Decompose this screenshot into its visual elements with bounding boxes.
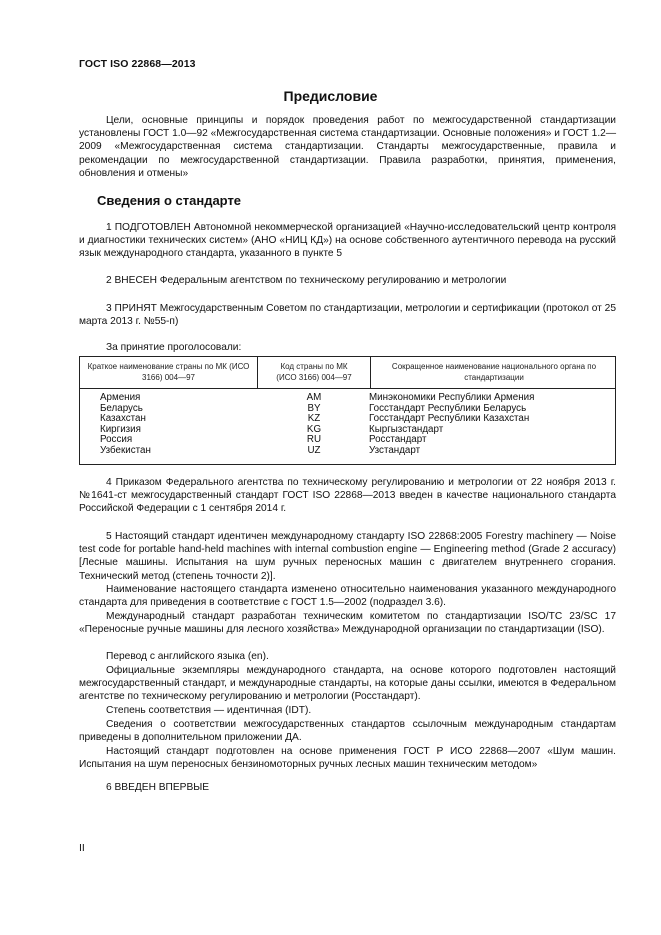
paragraph-5-basis: Настоящий стандарт подготовлен на основе применения ГОСТ Р ИСО 22868—2007 «Шум машин. Испытания на шум переносных бензиномоторных ручных лесных машин техническим методом» xyxy=(79,746,616,771)
table-cell-body: Кыргызстандарт xyxy=(369,423,444,435)
country-list xyxy=(100,393,151,457)
paragraph-4: 4 Приказом Федерального агентства по техническому регулированию и метрологии от 22 ноября 2013 г. №1641-ст межгосударственный стандарт ГОСТ ISO 22868—2013 введен в качестве национального стандарта Российской Федерации с 1 сентября 2014 г. xyxy=(79,477,616,515)
page-number: II xyxy=(79,842,85,854)
table-cell-country: Узбекистан xyxy=(100,444,151,456)
voting-table xyxy=(79,356,616,465)
table-cell-code: BY xyxy=(307,402,321,414)
table-header-divider xyxy=(80,388,615,389)
table-cell-body: Минэкономики Республики Армения xyxy=(369,392,535,403)
paragraph-6: 6 ВВЕДЕН ВПЕРВЫЕ xyxy=(106,782,210,793)
table-cell-code: KG xyxy=(306,423,322,435)
table-col-divider xyxy=(257,357,258,388)
paragraph-1: 1 ПОДГОТОВЛЕН Автономной некоммерческой организацией «Научно-исследовательский центр контроля и диагностики технических систем» (АНО «НИЦ КД») на основе собственного аутентичного перевода на русский язык международного стандарта, указанного в пункте 5 xyxy=(79,222,616,260)
table-cell-body: Росстандарт xyxy=(369,434,427,446)
foreword-text: Цели, основные принципы и порядок проведения работ по межгосударственной стандартизации установлены ГОСТ 1.0—92 «Межгосударственная система стандартизации. Основные положения» и ГОСТ 1.2—2009 «Межгосударственная система стандартизации. Стандарты межгосударственные, правила и рекомендации по межгосударственной стандартизации. Правила разработки, принятия, применения, обновления и отмены» xyxy=(79,115,617,179)
table-header-body: Сокращенное наименование национального органа по стандартизации xyxy=(391,362,597,382)
paragraph-5-developer: Международный стандарт разработан техническим комитетом по стандартизации ISO/TC 23/SC 17 «Переносные ручные машины для лесного хозяйства» Международной организации по стандартизации (ISO). xyxy=(79,611,616,636)
paragraph-3: 3 ПРИНЯТ Межгосударственным Советом по стандартизации, метрологии и сертификации (протокол от 25 марта 2013 г. №55-п) xyxy=(79,303,616,328)
body-list xyxy=(369,393,534,457)
foreword-title: Предисловие xyxy=(283,88,378,104)
table-cell-body: Госстандарт Республики Казахстан xyxy=(369,413,530,425)
paragraph-5-conformity: Сведения о соответствии межгосударственных стандартов ссылочным международным стандартам приведены в дополнительном приложении ДА. xyxy=(79,719,616,744)
code-list xyxy=(273,393,355,457)
table-cell-code: KZ xyxy=(307,413,321,425)
paragraph-5: 5 Настоящий стандарт идентичен международному стандарту ISO 22868:2005 Forestry machinery — Noise test code for portable hand-held machines with internal combustion engine — Engineering method (Grade 2 accuracy) [Лесные машины. Испытания на шум ручных переносных машин с двигателем внутреннего сгорания. Технический метод (степень точности 2)]. xyxy=(79,531,616,582)
table-cell-code: AM xyxy=(306,392,322,403)
table-cell-code: RU xyxy=(306,434,322,446)
table-header-code: Код страны по МК (ИСО 3166) 004—97 xyxy=(276,362,352,382)
voted-label: За принятие проголосовали: xyxy=(106,342,242,353)
paragraph-2: 2 ВНЕСЕН Федеральным агентством по техническому регулированию и метрологии xyxy=(106,275,507,286)
table-col-divider xyxy=(370,357,371,388)
document-code: ГОСТ ISO 22868—2013 xyxy=(79,58,196,70)
paragraph-5-title-note: Наименование настоящего стандарта изменено относительно наименования указанного международного стандарта для приведения в соответствие с ГОСТ 1.5—2002 (подраздел 3.6). xyxy=(79,584,616,609)
table-cell-country: Казахстан xyxy=(100,413,146,425)
paragraph-5-translation: Перевод с английского языка (en). xyxy=(106,651,269,662)
table-header-country: Краткое наименование страны по МК (ИСО 3166) 004—97 xyxy=(87,362,250,382)
table-cell-country: Россия xyxy=(100,434,133,446)
paragraph-5-official-copies: Официальные экземпляры международного стандарта, на основе которого подготовлен настоящий межгосударственный стандарт, и международные стандарты, на которые даны ссылки, имеются в Федеральном агентстве по техническому регулированию и метрологии (Росстандарт). xyxy=(79,665,616,703)
about-standard-title: Сведения о стандарте xyxy=(97,193,242,208)
table-cell-body: Узстандарт xyxy=(369,444,421,456)
table-cell-country: Киргизия xyxy=(100,423,141,435)
table-cell-code: UZ xyxy=(307,444,321,456)
table-cell-country: Армения xyxy=(100,392,141,403)
table-cell-country: Беларусь xyxy=(100,402,143,414)
table-cell-body: Госстандарт Республики Беларусь xyxy=(369,402,527,414)
paragraph-5-degree: Степень соответствия — идентичная (IDT). xyxy=(106,705,312,716)
